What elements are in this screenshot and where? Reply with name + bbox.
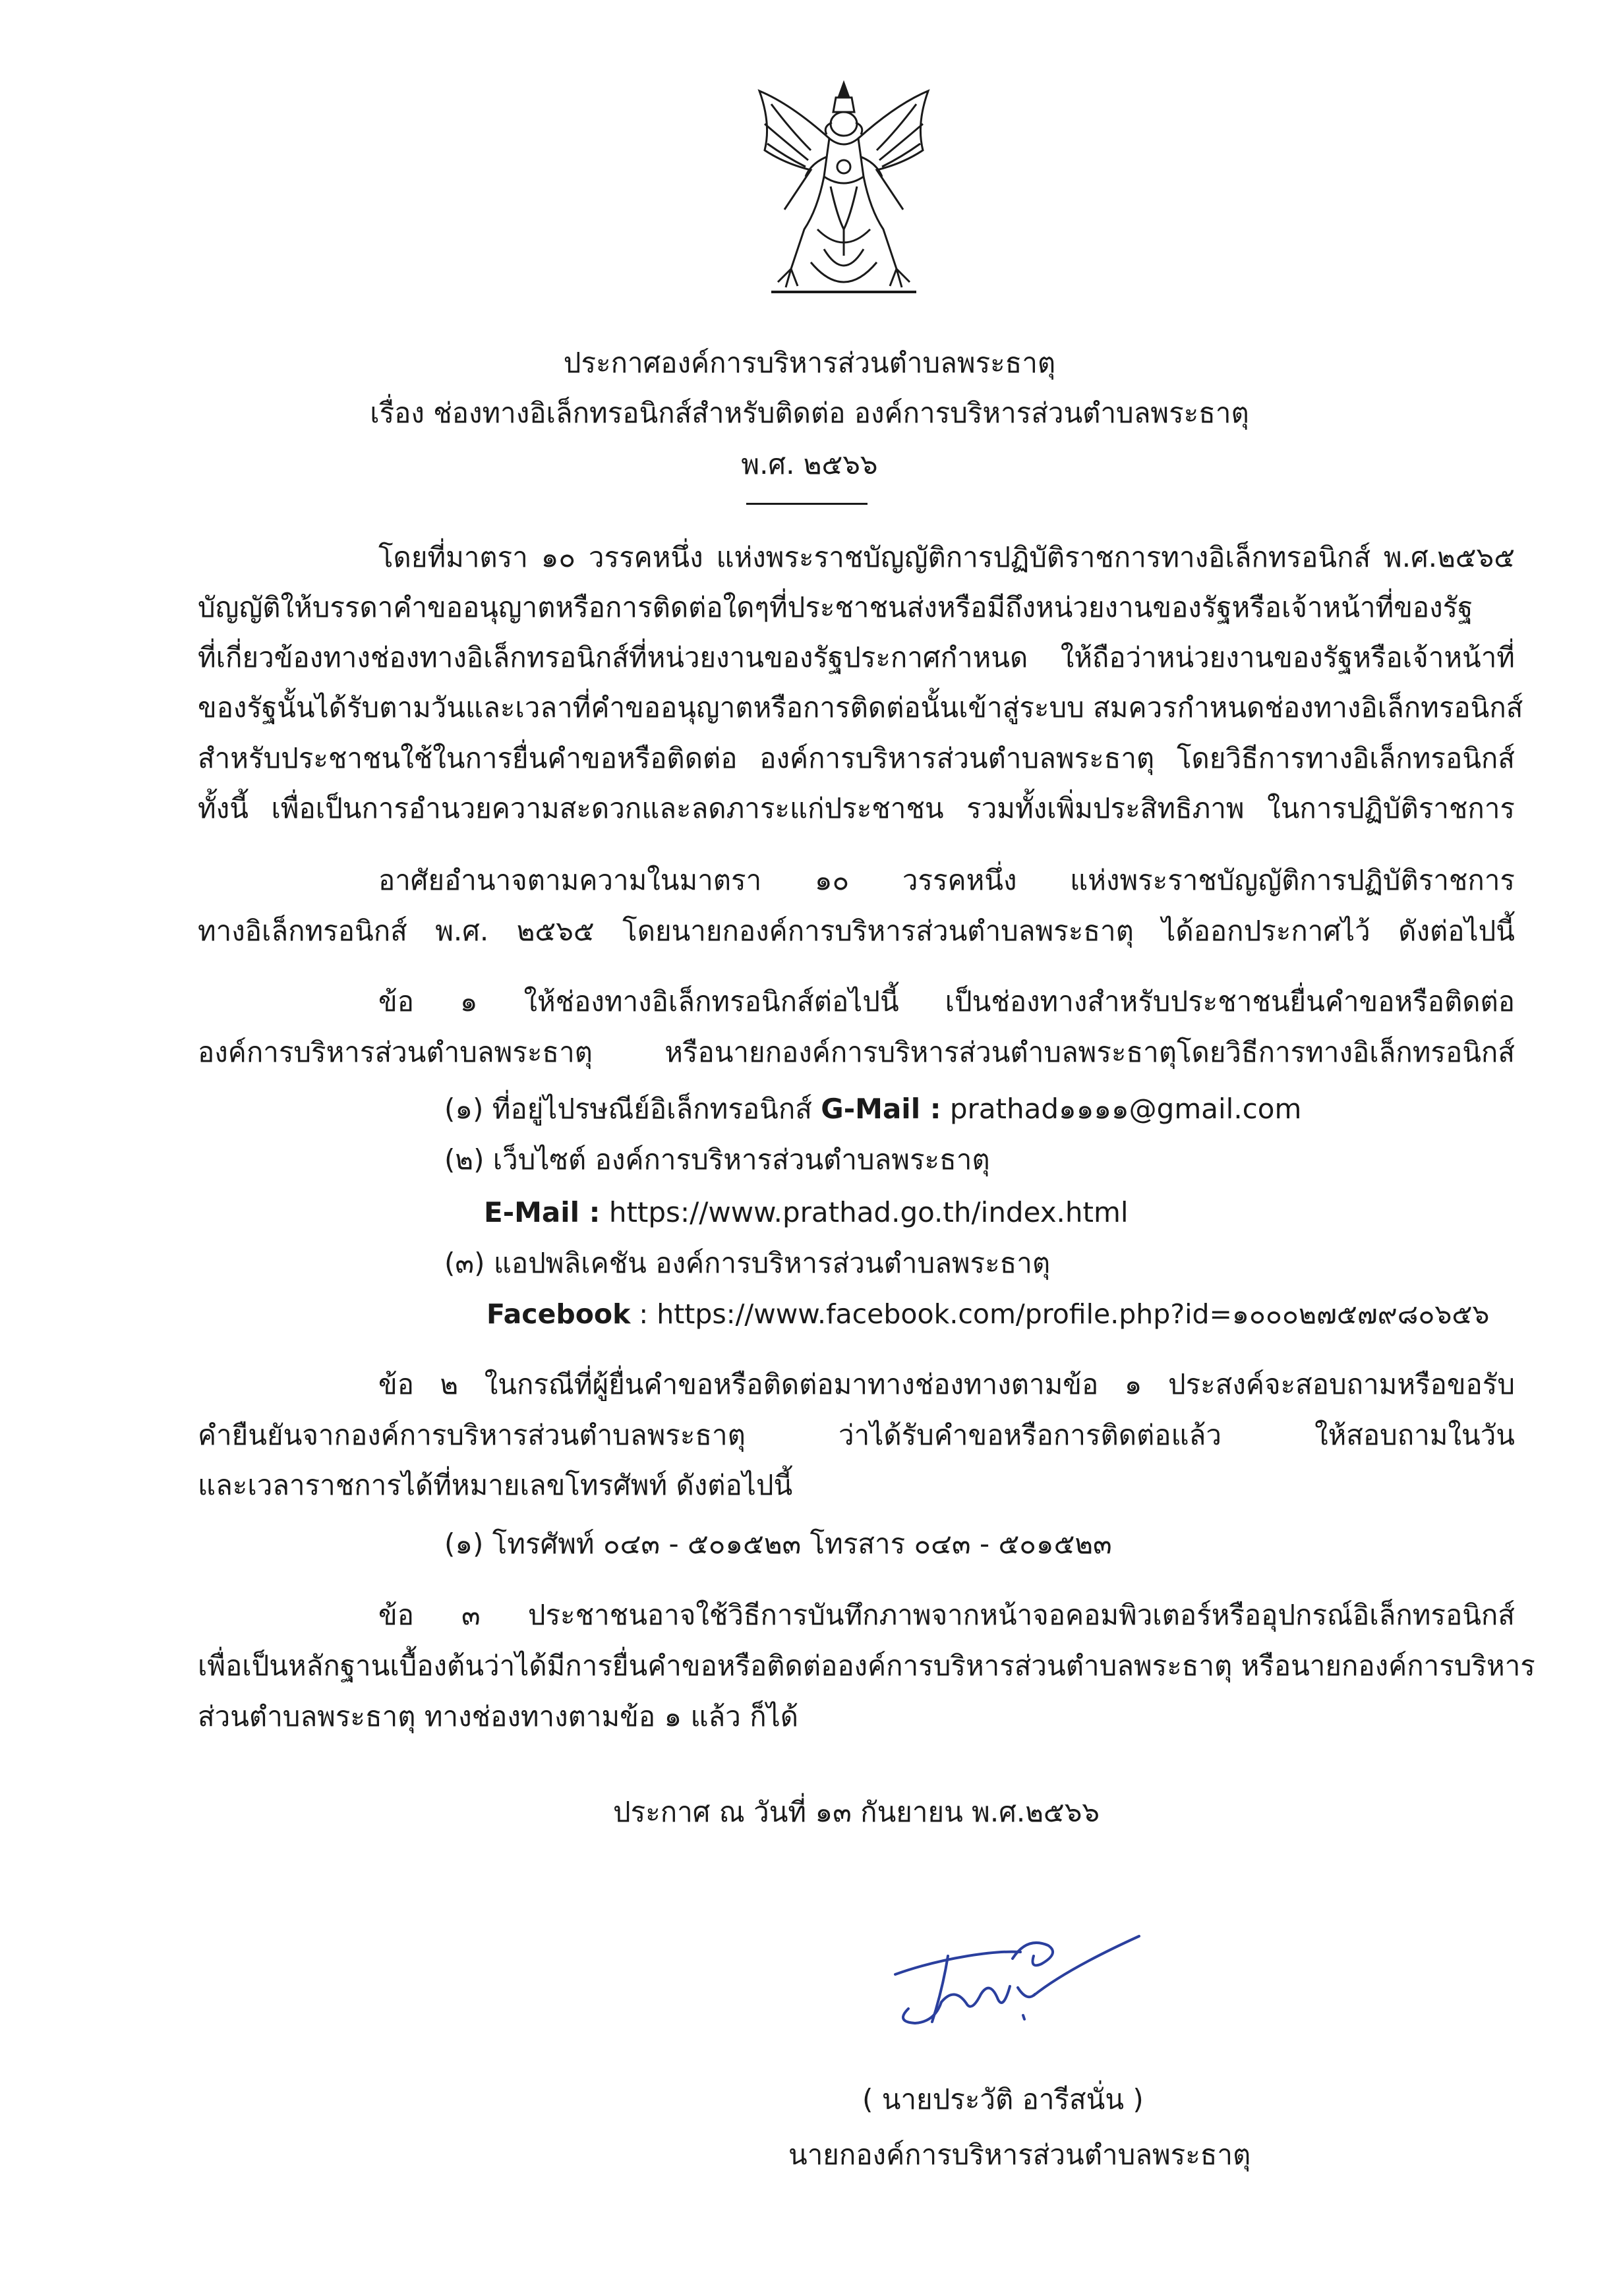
clause-2-line: และเวลาราชการได้ที่หมายเลขโทรศัพท์ ดังต่อไปนี้ — [198, 1469, 793, 1501]
signer-title: นายกองค์การบริหารส่วนตำบลพระธาตุ — [788, 2138, 1251, 2171]
preamble-line: โดยที่มาตรา ๑๐ วรรคหนึ่ง แห่งพระราชบัญญัติการปฏิบัติราชการทางอิเล็กทรอนิกส์ พ.ศ.๒๕๖๕ — [378, 541, 1515, 573]
clause-3-line: เพื่อเป็นหลักฐานเบื้องต้นว่าได้มีการยื่นคำขอหรือติดต่อองค์การบริหารส่วนตำบลพระธาตุ หรือนายกองค์การบริหาร — [198, 1650, 1535, 1682]
preamble-line: บัญญัติให้บรรดาคำขออนุญาตหรือการติดต่อใดๆที่ประชาชนส่งหรือมีถึงหน่วยงานของรัฐหรือเจ้าหน้าที่ของรัฐ — [198, 591, 1473, 623]
facebook-label: Facebook — [486, 1298, 631, 1330]
website-url: https://www.prathad.go.th/index.html — [608, 1196, 1129, 1228]
website-url-row — [484, 1194, 1129, 1231]
clause-3-line: ส่วนตำบลพระธาตุ ทางช่องทางตามข้อ ๑ แล้ว ก็ได้ — [198, 1700, 799, 1733]
preamble-line: ของรัฐนั้นได้รับตามวันและเวลาที่คำขออนุญาตหรือการติดต่อนั้นเข้าสู่ระบบ สมควรกำหนดช่องทางอิเล็กทรอนิกส์ — [198, 691, 1523, 724]
announcement-year: พ.ศ. ๒๕๖๖ — [741, 448, 878, 480]
preamble-line: ทั้งนี้ เพื่อเป็นการอำนวยความสะดวกและลดภาระแก่ประชาชน รวมทั้งเพิ่มประสิทธิภาพ ในการปฏิบัติราชการ — [198, 792, 1515, 824]
handwritten-signature — [869, 1923, 1146, 2042]
announcement-title: ประกาศองค์การบริหารส่วนตำบลพระธาตุ — [563, 347, 1056, 379]
authority-line: ทางอิเล็กทรอนิกส์ พ.ศ. ๒๕๖๕ โดยนายกองค์การบริหารส่วนตำบลพระธาตุ ได้ออกประกาศไว้ ดังต่อไปนี้ — [198, 915, 1515, 947]
phone-numbers: (๑) โทรศัพท์ ๐๔๓ - ๕๐๑๕๒๓ โทรสาร ๐๔๓ - ๕๐๑๕๒๓ — [444, 1528, 1112, 1560]
preamble-line: สำหรับประชาชนใช้ในการยื่นคำขอหรือติดต่อ องค์การบริหารส่วนตำบลพระธาตุ โดยวิธีการทางอิเล็กทรอนิกส์ — [198, 742, 1515, 774]
announcement-subject: เรื่อง ช่องทางอิเล็กทรอนิกส์สำหรับติดต่อ องค์การบริหารส่วนตำบลพระธาตุ — [370, 397, 1249, 429]
preamble-line: ที่เกี่ยวข้องทางช่องทางอิเล็กทรอนิกส์ที่หน่วยงานของรัฐประกาศกำหนด ให้ถือว่าหน่วยงานของรัฐหรือเจ้าหน้าที่ — [198, 641, 1515, 674]
announcement-date: ประกาศ ณ วันที่ ๑๓ กันยายน พ.ศ.๒๕๖๖ — [613, 1796, 1100, 1828]
app-channel: (๓) แอปพลิเคชัน องค์การบริหารส่วนตำบลพระธาตุ — [444, 1247, 1051, 1279]
email-channel-prefix: (๑) ที่อยู่ไปรษณีย์อิเล็กทรอนิกส์ — [444, 1093, 812, 1125]
facebook-url: : https://www.facebook.com/profile.php?id=๑๐๐๐๒๗๕๗๙๘๐๖๕๖ — [639, 1298, 1490, 1330]
clause-1-line: องค์การบริหารส่วนตำบลพระธาตุ หรือนายกองค์การบริหารส่วนตำบลพระธาตุโดยวิธีการทางอิเล็กทรอนิกส์ — [198, 1036, 1515, 1068]
website-label: E-Mail : — [484, 1196, 601, 1228]
clause-2-line: ข้อ ๒ ในกรณีที่ผู้ยื่นคำขอหรือติดต่อมาทางช่องทางตามข้อ ๑ ประสงค์จะสอบถามหรือขอรับ — [378, 1368, 1515, 1400]
email-channel-label: G-Mail : — [821, 1093, 941, 1125]
signer-name: ( นายประวัติ อารีสนั่น ) — [862, 2083, 1144, 2115]
authority-line: อาศัยอำนาจตามความในมาตรา ๑๐ วรรคหนึ่ง แห่งพระราชบัญญัติการปฏิบัติราชการ — [378, 864, 1515, 896]
website-channel: (๒) เว็บไซต์ องค์การบริหารส่วนตำบลพระธาตุ — [444, 1143, 990, 1176]
clause-1-line: ข้อ ๑ ให้ช่องทางอิเล็กทรอนิกส์ต่อไปนี้ เป็นช่องทางสำหรับประชาชนยื่นคำขอหรือติดต่อ — [378, 985, 1515, 1018]
facebook-row — [486, 1296, 1489, 1333]
email-channel — [444, 1091, 1301, 1128]
email-address: prathad๑๑๑๑@gmail.com — [949, 1093, 1302, 1125]
title-divider — [746, 503, 868, 505]
clause-2-line: คำยืนยันจากองค์การบริหารส่วนตำบลพระธาตุ ว่าได้รับคำขอหรือการติดต่อแล้ว ให้สอบถามในวัน — [198, 1419, 1515, 1451]
clause-3-line: ข้อ ๓ ประชาชนอาจใช้วิธีการบันทึกภาพจากหน้าจอคอมพิวเตอร์หรืออุปกรณ์อิเล็กทรอนิกส์ — [378, 1599, 1515, 1631]
garuda-emblem-icon — [744, 78, 944, 308]
